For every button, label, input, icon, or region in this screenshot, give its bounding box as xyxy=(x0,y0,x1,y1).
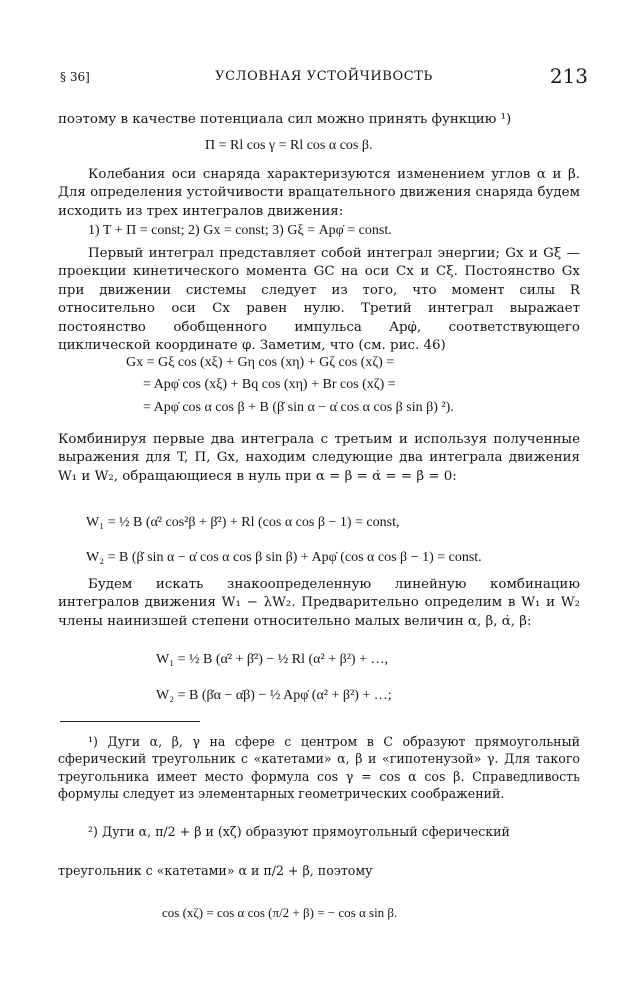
formula-integrals: 1) T + Π = const; 2) Gx = const; 3) Gξ = Apφ̇ = const. xyxy=(88,223,392,238)
formula-w2: W₂ = B (β̇ sin α − α̇ cos α cos β sin β) + Apφ̇ (cos α cos β − 1) = const. xyxy=(86,550,482,565)
footnote-2-line1: ²) Дуги α, π/2 + β и (xζ) образуют прямоугольный сферический xyxy=(88,824,510,839)
formula-potential: Π = Rl cos γ = Rl cos α cos β. xyxy=(205,138,373,153)
paragraph-integrals: Первый интеграл представляет собой интеграл энергии; Gx и Gξ — проекции кинетического момента GC на оси Cx и Cξ. Постоянство Gx при движении системы следует из того, что момент силы R относительно оси Cx равен нулю. Третий интеграл выражает постоянство обобщенного импульса Apφ̇, соответствующего циклической координате φ. Заметим, что (см. рис. 46) xyxy=(58,246,580,354)
footnote-2-formula: cos (xζ) = cos α cos (π/2 + β) = − cos α sin β. xyxy=(162,905,398,920)
page-number: 213 xyxy=(549,64,588,88)
footnote-1: ¹) Дуги α, β, γ на сфере с центром в C образуют прямоугольный сферический треугольник с «катетами» α, β и «гипотенузой» γ. Для такого треугольника имеет место формула cos γ = cos α cos β. Справедливость формулы следует из элементарных геометрических соображений. xyxy=(58,734,580,802)
intro-line: поэтому в качестве потенциала сил можно принять функцию ¹) xyxy=(58,112,512,127)
formula-gx-line2: = Apφ̇ cos (xξ) + Bq cos (xη) + Br cos (xζ) = xyxy=(143,377,396,392)
paragraph-linear-combination: Будем искать знакоопределенную линейную комбинацию интегралов движения W₁ − λW₂. Предварительно определим в W₁ и W₂ члены наинизшей степени относительно малых величин α, β, α̇, β̇: xyxy=(58,577,580,629)
paragraph-combining: Комбинируя первые два интеграла с третьим и используя полученные выражения для T, Π, Gx, находим следующие два интеграла движения W₁ и W₂, обращающиеся в нуль при α = β = α̇ = = β̇ = 0: xyxy=(58,432,580,484)
footnote-rule xyxy=(60,721,200,722)
formula-w1-approx: W₁ = ½ B (α̇² + β̇²) − ½ Rl (α² + β²) + …, xyxy=(156,652,388,667)
footnote-2-line2: треугольник с «катетами» α и π/2 + β, поэтому xyxy=(58,863,373,878)
paragraph-oscillations: Колебания оси снаряда характеризуются изменением углов α и β. Для определения устойчивости вращательного движения снаряда будем исходить из трех интегралов движения: xyxy=(58,167,580,219)
running-header xyxy=(60,66,588,90)
formula-w1: W₁ = ½ B (α̇² cos²β + β̇²) + Rl (cos α cos β − 1) = const, xyxy=(86,515,400,530)
formula-gx-line1: Gx = Gξ cos (xξ) + Gη cos (xη) + Gζ cos (xζ) = xyxy=(126,355,395,370)
formula-gx-line3: = Apφ̇ cos α cos β + B (β̇ sin α − α̇ cos α cos β sin β) ²). xyxy=(143,400,454,415)
formula-w2-approx: W₂ = B (β̇α − α̇β) − ½ Apφ̇ (α² + β²) + …; xyxy=(156,688,392,703)
section-mark: § 36] xyxy=(60,70,90,84)
running-title: УСЛОВНАЯ УСТОЙЧИВОСТЬ xyxy=(215,69,433,84)
